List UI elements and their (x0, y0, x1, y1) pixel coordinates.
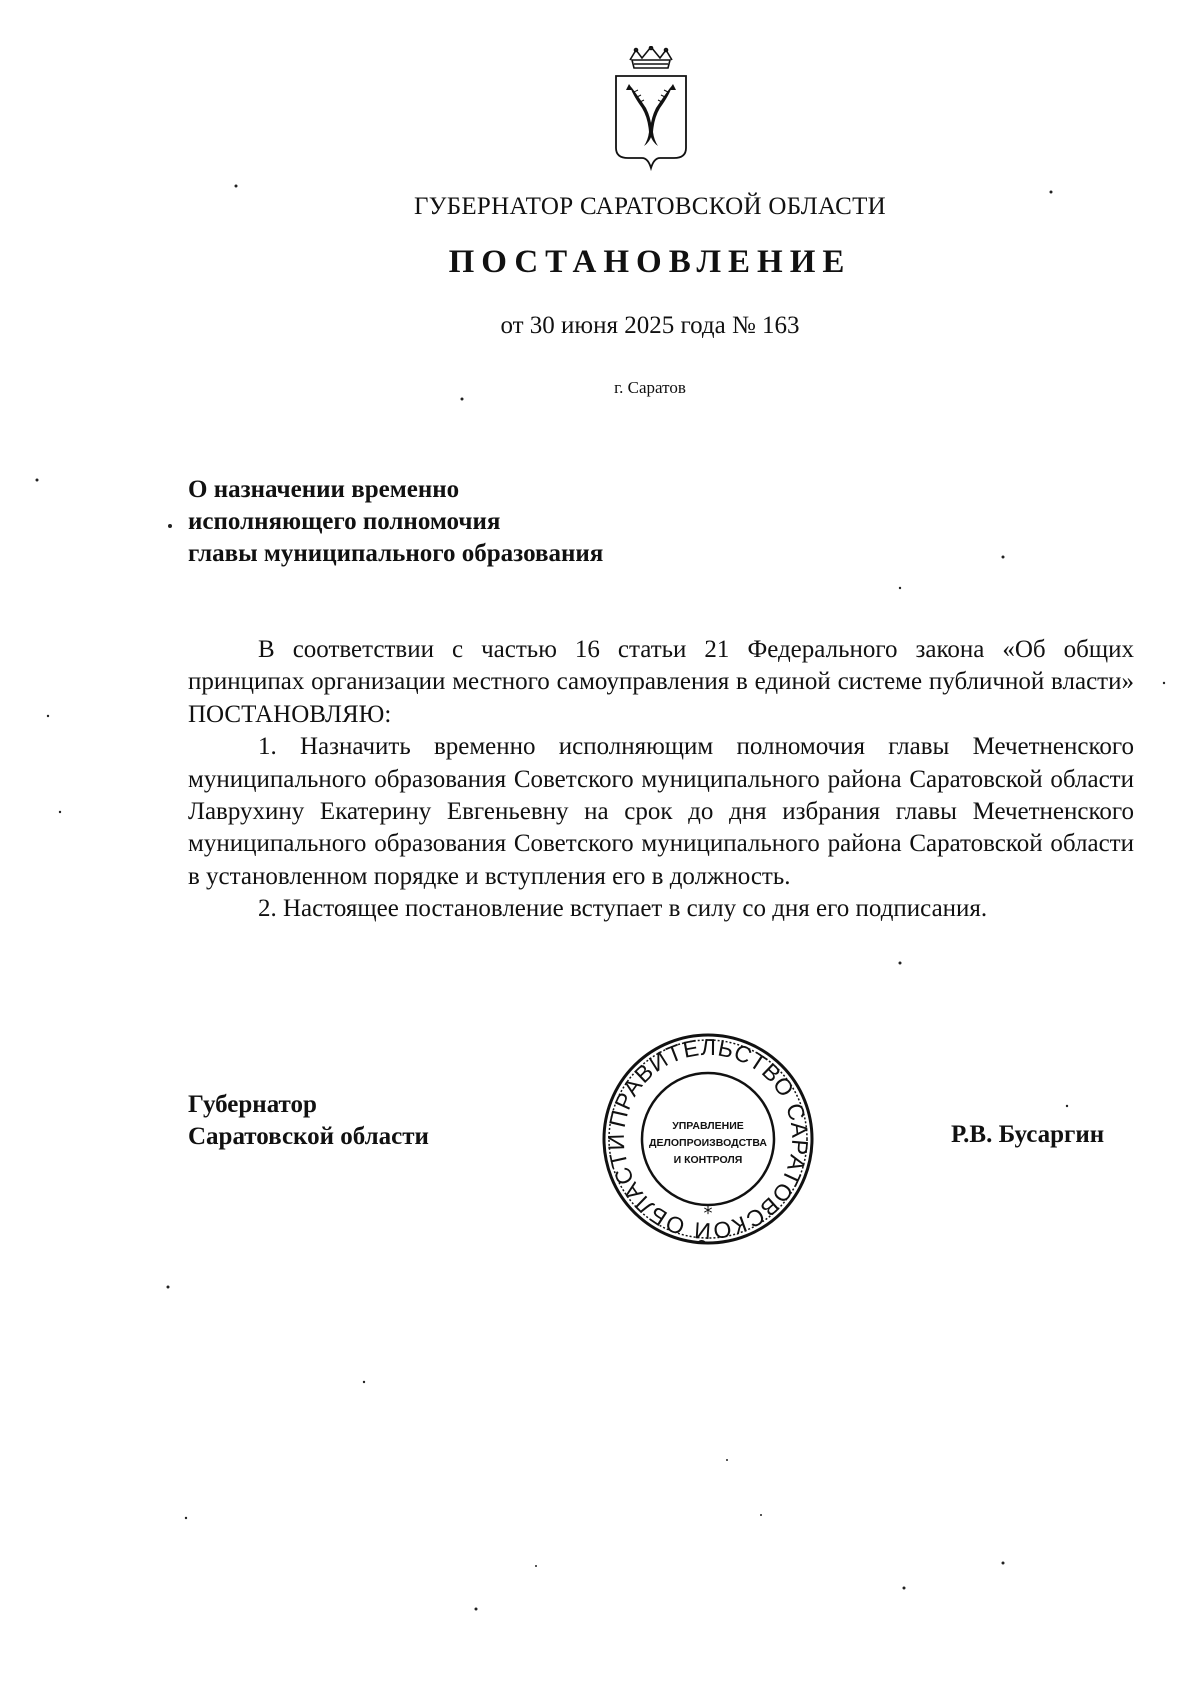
seal-ring-text: ПРАВИТЕЛЬСТВО САРАТОВСКОЙ ОБЛАСТИ (602, 1033, 814, 1245)
saratov-coat-of-arms-icon (608, 46, 694, 174)
signatory-position-line: Саратовской области (188, 1123, 429, 1150)
svg-text:*: * (703, 1203, 713, 1224)
document-body (188, 634, 1134, 926)
subject-line: главы муниципального образования (188, 540, 604, 567)
signatory-name: Р.В. Бусаргин (951, 1121, 1105, 1148)
signatory-position (188, 1089, 429, 1153)
document-subject (188, 474, 603, 570)
signatory-position-line: Губернатор (188, 1091, 317, 1118)
document-date-number: от 30 июня 2025 года № 163 (500, 312, 800, 339)
body-paragraph-preamble: В соответствии с частью 16 статьи 21 Федерального закона «Об общих принципах организации местного самоуправления в единой системе публичной власти» ПОСТАНОВЛЯЮ: (188, 636, 1134, 728)
subject-line: исполняющего полномочия (188, 508, 501, 535)
document-type-title: ПОСТАНОВЛЕНИЕ (448, 244, 852, 280)
seal-center-line: И КОНТРОЛЯ (673, 1154, 743, 1166)
issuing-authority: ГУБЕРНАТОР САРАТОВСКОЙ ОБЛАСТИ (413, 193, 887, 220)
document-city: г. Саратов (614, 378, 686, 397)
seal-center-line: ДЕЛОПРОИЗВОДСТВА (649, 1137, 767, 1149)
body-paragraph-item-2: 2. Настоящее постановление вступает в силу со дня его подписания. (258, 895, 988, 923)
seal-center-line: УПРАВЛЕНИЕ (672, 1120, 744, 1132)
subject-line: О назначении временно (188, 476, 460, 503)
official-seal-icon (600, 1031, 816, 1247)
body-paragraph-item-1: 1. Назначить временно исполняющим полномочия главы Мечетненского муниципального образования Советского муниципального района Саратовской области Лаврухину Екатерину Евгеньевну на срок до дня избрания главы Мечетненского муниципального образования Советского муниципального района Саратовской области в установленном порядке и вступления его в должность. (188, 733, 1134, 890)
